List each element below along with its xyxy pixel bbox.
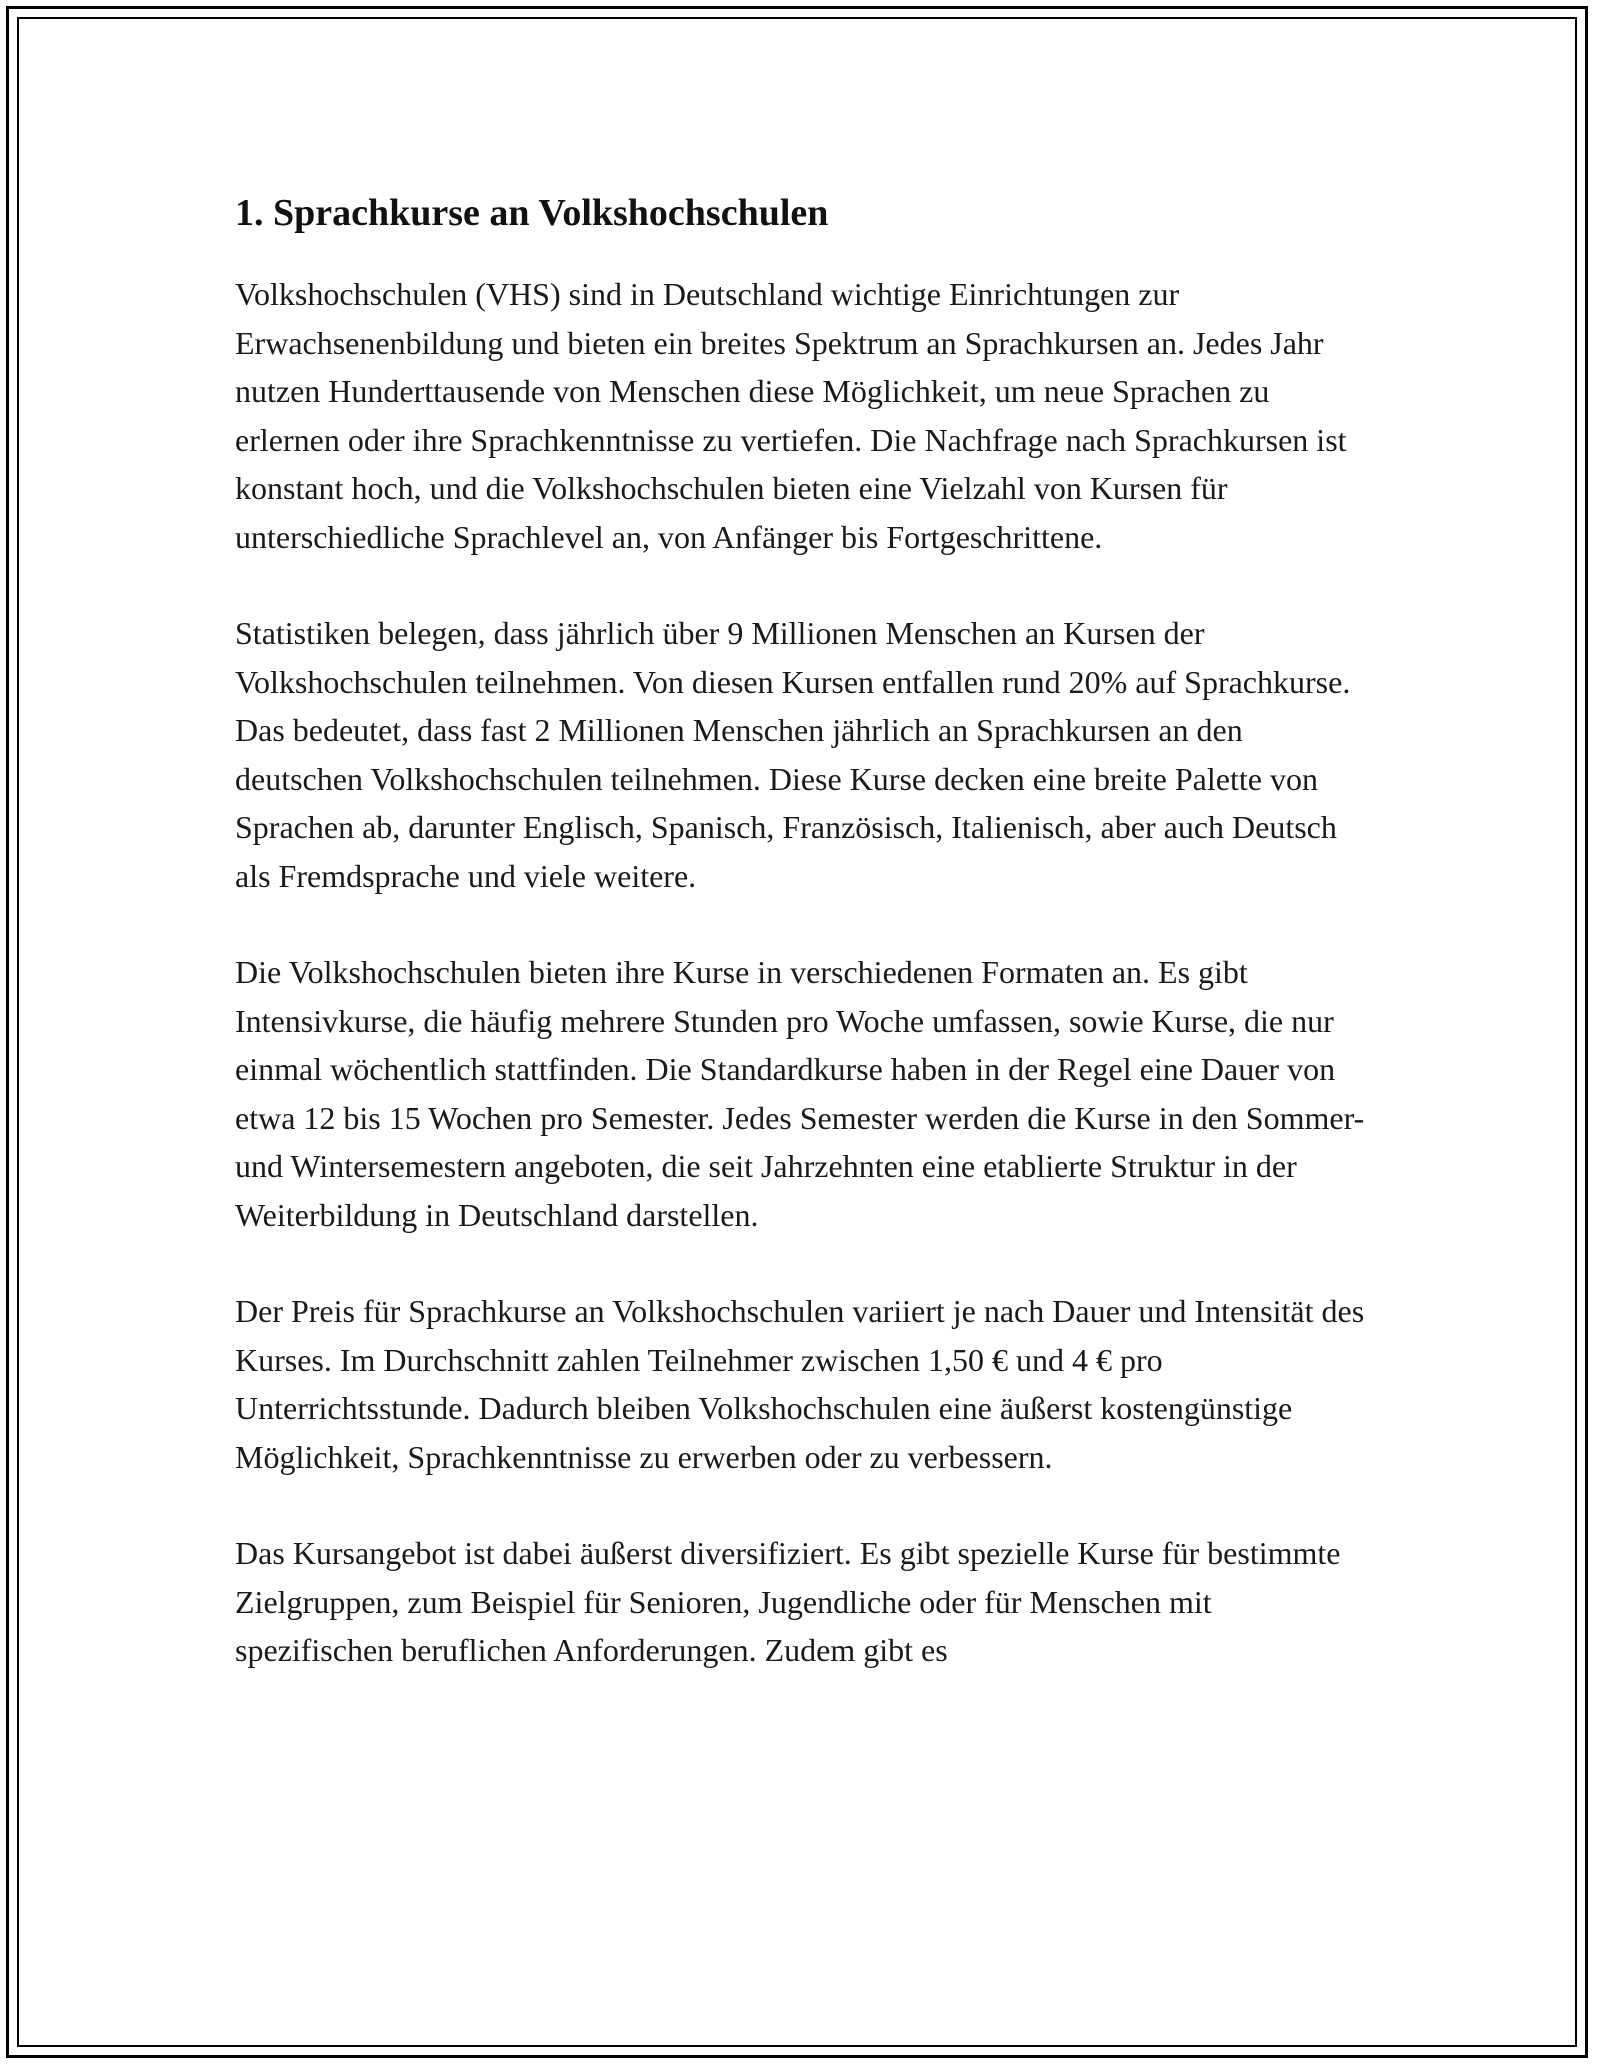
- paragraph-formats: Die Volkshochschulen bieten ihre Kurse in verschiedenen Formaten an. Es gibt Intensivkurse, die häufig mehrere Stunden pro Woche umfassen, sowie Kurse, die nur einmal wöchentlich stattfinden. Die Standardkurse haben in der Regel eine Dauer von etwa 12 bis 15 Wochen pro Semester. Jedes Semester werden die Kurse in den Sommer- und Wintersemestern angeboten, die seit Jahrzehnten eine etablierte Struktur in der Weiterbildung in Deutschland darstellen.: [235, 954, 1365, 1233]
- paragraph-course-offer: Das Kursangebot ist dabei äußerst diversifiziert. Es gibt spezielle Kurse für bestimmte Zielgruppen, zum Beispiel für Senioren, Jugendliche oder für Menschen mit spezifischen beruflichen Anforderungen. Zudem gibt es: [235, 1535, 1341, 1668]
- document-body: [235, 186, 1365, 1723]
- paragraph-prices: Der Preis für Sprachkurse an Volkshochschulen variiert je nach Dauer und Intensität des Kurses. Im Durchschnitt zahlen Teilnehmer zwischen 1,50 € und 4 € pro Unterrichtsstunde. Dadurch bleiben Volkshochschulen eine äußerst kostengünstige Möglichkeit, Sprachkenntnisse zu erwerben oder zu verbessern.: [235, 1293, 1365, 1475]
- section-heading: 1. Sprachkurse an Volkshochschulen: [235, 192, 829, 234]
- paragraph-statistics: Statistiken belegen, dass jährlich über 9 Millionen Menschen an Kursen der Volkshochschulen teilnehmen. Von diesen Kursen entfallen rund 20% auf Sprachkurse. Das bedeutet, dass fast 2 Millionen Menschen jährlich an Sprachkursen an den deutschen Volkshochschulen teilnehmen. Diese Kurse decken eine breite Palette von Sprachen ab, darunter Englisch, Spanisch, Französisch, Italienisch, aber auch Deutsch als Fremdsprache und viele weitere.: [235, 615, 1351, 894]
- paragraph-vhs-intro: Volkshochschulen (VHS) sind in Deutschland wichtige Einrichtungen zur Erwachsenenbildung und bieten ein breites Spektrum an Sprachkursen an. Jedes Jahr nutzen Hunderttausende von Menschen diese Möglichkeit, um neue Sprachen zu erlernen oder ihre Sprachkenntnisse zu vertiefen. Die Nachfrage nach Sprachkursen ist konstant hoch, und die Volkshochschulen bieten eine Vielzahl von Kursen für unterschiedliche Sprachlevel an, von Anfänger bis Fortgeschrittene.: [235, 276, 1347, 555]
